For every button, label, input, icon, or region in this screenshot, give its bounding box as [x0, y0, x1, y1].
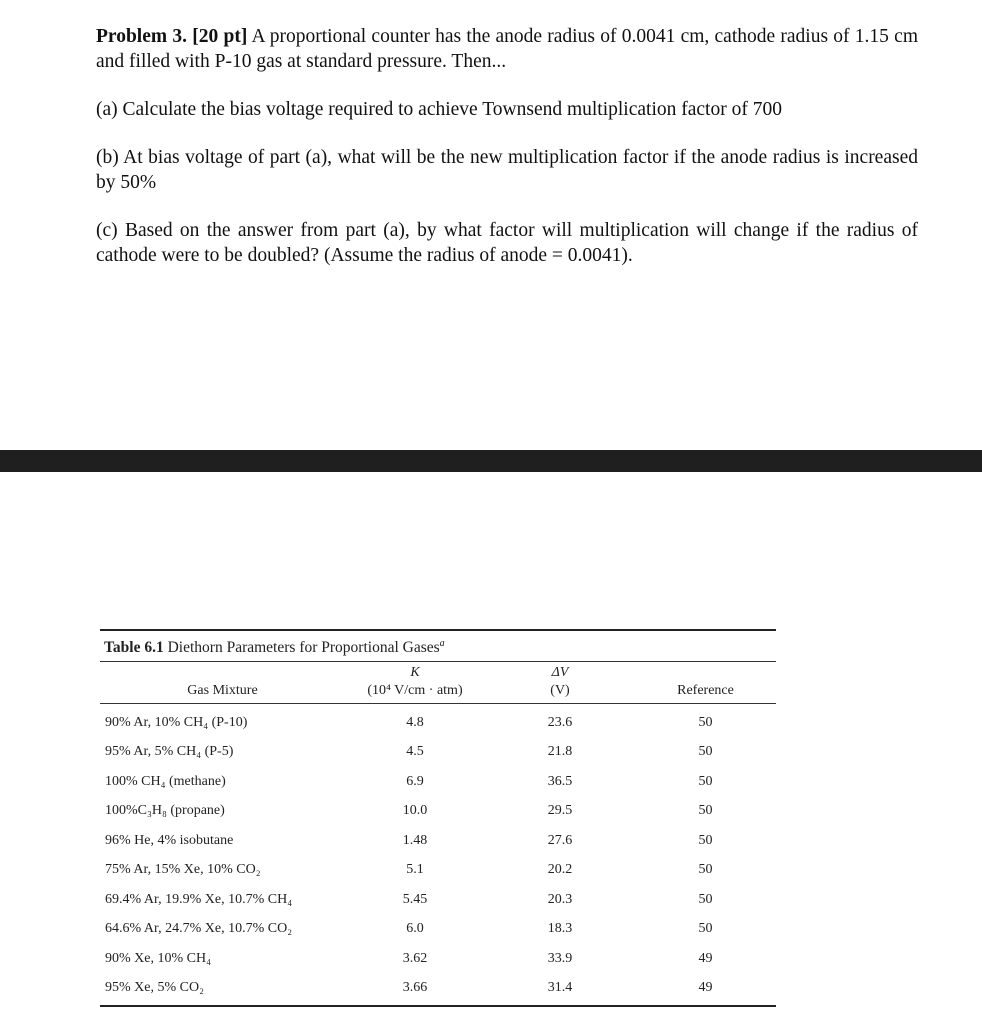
- table-row: [100, 944, 776, 974]
- gas-cell: 90% Ar, 10% CH₄ (P-10): [105, 714, 248, 730]
- ref-cell: 49: [698, 950, 713, 966]
- ref-cell: 50: [698, 803, 713, 819]
- caption-text: Diethorn Parameters for Proportional Gases: [163, 639, 440, 657]
- table-row: [100, 915, 776, 945]
- table-row: [100, 856, 776, 886]
- ref-cell: 50: [698, 891, 713, 907]
- problem-statement: [96, 24, 918, 268]
- ref-cell: 50: [698, 832, 713, 848]
- ref-cell: 49: [698, 980, 713, 996]
- gas-cell: 69.4% Ar, 19.9% Xe, 10.7% CH₄: [105, 891, 293, 907]
- table-row: [100, 767, 776, 797]
- k-cell: 5.45: [402, 891, 428, 907]
- table-caption: [100, 631, 776, 661]
- dv-cell: 20.2: [547, 862, 573, 878]
- problem-label: Problem 3. [20 pt]: [96, 26, 248, 47]
- gas-cell: 100% CH₄ (methane): [105, 773, 226, 789]
- k-cell: 6.9: [406, 773, 424, 789]
- divider-bar: [0, 450, 982, 472]
- header-k-unit: (10⁴ V/cm · atm): [367, 683, 463, 699]
- gas-cell: 95% Xe, 5% CO₂: [105, 980, 204, 996]
- table-row: [100, 704, 776, 738]
- dv-cell: 21.8: [547, 744, 573, 760]
- ref-cell: 50: [698, 921, 713, 937]
- dv-cell: 36.5: [547, 773, 573, 789]
- k-cell: 5.1: [406, 862, 424, 878]
- gas-cell: 100%C₃H₈ (propane): [105, 803, 225, 819]
- table-body: [100, 704, 776, 1003]
- problem-intro-text: A proportional counter has the anode radius of 0.0041 cm, cathode radius of 1.15 cm and filled with P-10 gas at standard pressure. Then...: [96, 26, 919, 72]
- k-cell: 4.8: [406, 714, 424, 730]
- k-cell: 6.0: [406, 921, 424, 937]
- part-b: (b) At bias voltage of part (a), what will be the new multiplication factor if the anode radius is increased by 50%: [96, 147, 918, 193]
- header-row: [100, 662, 776, 703]
- k-cell: 3.62: [402, 950, 428, 966]
- dv-cell: 33.9: [547, 950, 573, 966]
- dv-cell: 29.5: [547, 803, 573, 819]
- table-row: [100, 974, 776, 1004]
- gas-cell: 75% Ar, 15% Xe, 10% CO₂: [105, 862, 261, 878]
- gas-cell: 96% He, 4% isobutane: [105, 832, 234, 848]
- gas-cell: 95% Ar, 5% CH₄ (P-5): [105, 744, 234, 760]
- table-bottom-rule: [100, 1005, 776, 1007]
- table-row: [100, 738, 776, 768]
- dv-cell: 23.6: [547, 714, 573, 730]
- header-ref: Reference: [677, 683, 734, 699]
- k-cell: 1.48: [402, 832, 428, 848]
- k-cell: 10.0: [402, 803, 428, 819]
- ref-cell: 50: [698, 744, 713, 760]
- k-cell: 4.5: [406, 744, 424, 760]
- table-row: [100, 885, 776, 915]
- header-dv-unit: (V): [550, 683, 570, 699]
- header-k: [345, 662, 485, 703]
- ref-cell: 50: [698, 862, 713, 878]
- ref-cell: 50: [698, 773, 713, 789]
- k-cell: 3.66: [402, 980, 428, 996]
- header-gas: Gas Mixture: [187, 683, 258, 699]
- diethorn-table: [100, 629, 776, 1007]
- part-c: (c) Based on the answer from part (a), by what factor will multiplication will change if the radius of cathode were to be doubled? (Assume the radius of anode = 0.0041).: [96, 220, 918, 266]
- caption-note: a: [439, 638, 445, 649]
- header-dv: [485, 662, 635, 703]
- dv-cell: 27.6: [547, 832, 573, 848]
- parameters-table: [100, 662, 776, 1003]
- table-row: [100, 797, 776, 827]
- dv-cell: 31.4: [547, 980, 573, 996]
- header-dv-symbol: ΔV: [551, 665, 569, 681]
- header-k-symbol: K: [410, 665, 420, 681]
- ref-cell: 50: [698, 714, 713, 730]
- gas-cell: 64.6% Ar, 24.7% Xe, 10.7% CO₂: [105, 921, 293, 937]
- gas-cell: 90% Xe, 10% CH₄: [105, 950, 211, 966]
- part-a: (a) Calculate the bias voltage required to achieve Townsend multiplication factor of 700: [96, 99, 782, 120]
- dv-cell: 20.3: [547, 891, 573, 907]
- table-row: [100, 826, 776, 856]
- problem-intro: [96, 24, 918, 74]
- caption-label: Table 6.1: [104, 639, 164, 657]
- dv-cell: 18.3: [547, 921, 573, 937]
